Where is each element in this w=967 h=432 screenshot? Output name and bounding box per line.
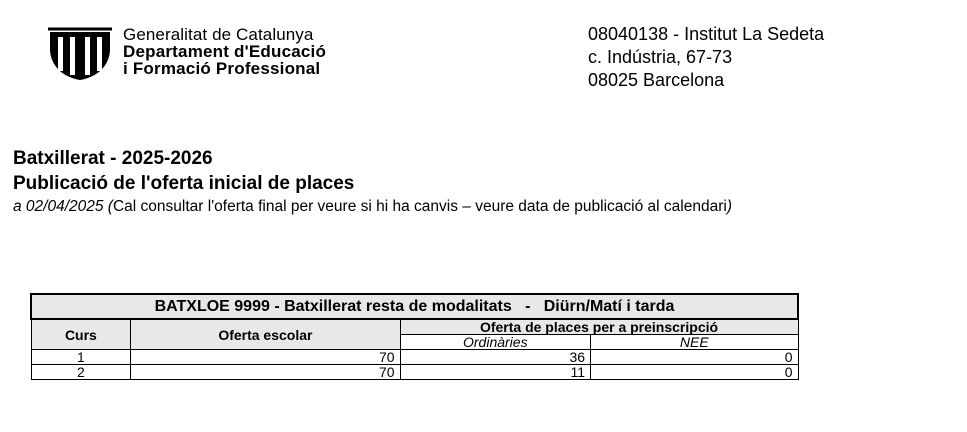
- cell-curs: 1: [31, 350, 131, 365]
- school-address: [588, 23, 824, 92]
- table-row: [31, 350, 798, 365]
- cell-oferta: 70: [131, 350, 400, 365]
- col-header-oferta-places: Oferta de places per a preinscripció: [400, 319, 798, 335]
- note-text: Cal consultar l'oferta final per veure si hi ha canvis – veure data de publicació al calendari: [112, 198, 727, 215]
- col-header-curs: Curs: [31, 319, 131, 350]
- note-close: ): [726, 198, 732, 215]
- document-subtitle: Publicació de l'oferta inicial de places: [13, 173, 355, 194]
- org-line-1: Generalitat de Catalunya: [123, 25, 314, 44]
- org-line-3: i Formació Professional: [123, 59, 321, 78]
- cell-ordinaries: 36: [400, 350, 591, 365]
- address-line-2: c. Indústria, 67-73: [588, 47, 733, 67]
- cell-curs: 2: [31, 365, 131, 380]
- cell-nee: 0: [591, 350, 798, 365]
- document-title: Batxillerat - 2025-2026: [13, 148, 213, 169]
- cell-nee: 0: [591, 365, 798, 380]
- places-offer-table: [30, 293, 799, 380]
- publication-date: a 02/04/2025 (: [13, 198, 113, 215]
- col-header-oferta-escolar: Oferta escolar: [131, 319, 400, 350]
- org-line-2: Departament d'Educació: [123, 42, 327, 61]
- table-title: BATXLOE 9999 - Batxillerat resta de modalitats - Diürn/Matí i tarda: [31, 294, 798, 319]
- cell-oferta: 70: [131, 365, 400, 380]
- table-row: [31, 365, 798, 380]
- col-header-nee: NEE: [591, 335, 798, 350]
- table-title-row: [31, 294, 798, 319]
- generalitat-logo-icon: [46, 27, 114, 83]
- table-header-row: [31, 319, 798, 335]
- cell-ordinaries: 11: [400, 365, 591, 380]
- address-line-3: 08025 Barcelona: [588, 70, 725, 90]
- organization-name: [123, 26, 326, 77]
- address-line-1: 08040138 - Institut La Sedeta: [588, 24, 825, 44]
- document-heading: [13, 146, 732, 217]
- publication-note: [13, 197, 732, 217]
- col-header-ordinaries: Ordinàries: [400, 335, 591, 350]
